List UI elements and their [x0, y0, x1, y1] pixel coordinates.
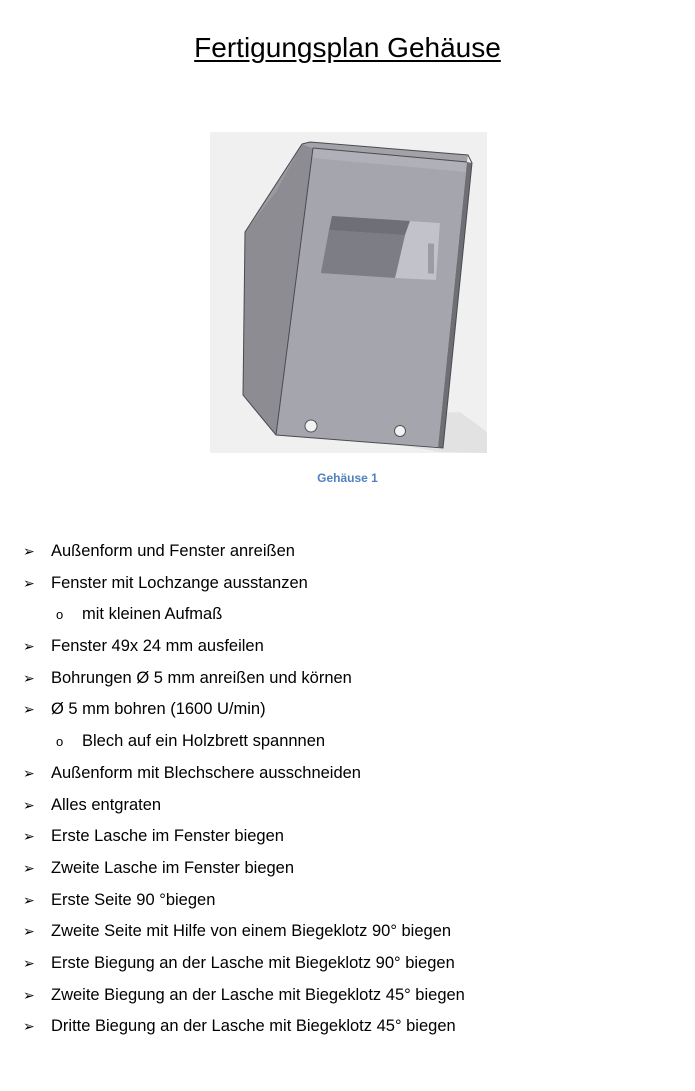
step-item: [0, 921, 695, 953]
step-text: Erste Seite 90 °biegen: [51, 890, 216, 909]
arrow-bullet-icon: ➢: [23, 859, 35, 876]
arrow-bullet-icon: ➢: [23, 574, 35, 591]
figure-caption: Gehäuse 1: [317, 471, 378, 485]
step-text: Erste Biegung an der Lasche mit Biegeklotz 90° biegen: [51, 953, 455, 972]
step-item: [0, 826, 695, 858]
step-item: [0, 1016, 695, 1048]
arrow-bullet-icon: ➢: [23, 891, 35, 908]
step-text: Fenster 49x 24 mm ausfeilen: [51, 637, 264, 656]
arrow-bullet-icon: ➢: [23, 543, 35, 559]
step-item: [0, 953, 695, 985]
arrow-bullet-icon: ➢: [23, 796, 35, 813]
step-item: [0, 795, 695, 827]
arrow-bullet-icon: ➢: [23, 1018, 35, 1035]
step-text: Zweite Biegung an der Lasche mit Biegeklotz 45° biegen: [51, 985, 465, 1004]
step-item: [0, 541, 695, 573]
arrow-bullet-icon: ➢: [23, 638, 35, 655]
step-text: Alles entgraten: [51, 795, 162, 814]
arrow-bullet-icon: ➢: [23, 954, 35, 971]
step-text: mit kleinen Aufmaß: [82, 605, 223, 624]
step-text: Fenster mit Lochzange ausstanzen: [51, 573, 308, 592]
step-item: [0, 763, 695, 795]
step-item: [0, 573, 695, 605]
arrow-bullet-icon: ➢: [23, 923, 35, 940]
step-text: Außenform mit Blechschere ausschneiden: [51, 763, 361, 782]
circle-bullet-icon: o: [56, 607, 64, 623]
step-item: [0, 858, 695, 890]
arrow-bullet-icon: ➢: [23, 828, 35, 845]
step-text: Zweite Lasche im Fenster biegen: [51, 858, 295, 877]
step-item: [0, 699, 695, 731]
step-item: [0, 636, 695, 668]
arrow-bullet-icon: ➢: [23, 701, 35, 718]
step-list: [0, 541, 695, 1048]
step-item: [0, 668, 695, 700]
sub-step-item: [0, 731, 695, 763]
step-text: Dritte Biegung an der Lasche mit Biegeklotz 45° biegen: [51, 1017, 456, 1036]
arrow-bullet-icon: ➢: [23, 986, 35, 1003]
page-title: Fertigungsplan Gehäuse: [194, 32, 501, 63]
step-item: [0, 985, 695, 1017]
step-text: Außenform und Fenster anreißen: [51, 542, 295, 560]
arrow-bullet-icon: ➢: [23, 669, 35, 686]
enclosure-3d-render-icon: [210, 132, 487, 453]
step-text: Bohrungen Ø 5 mm anreißen und körnen: [51, 668, 352, 687]
arrow-bullet-icon: ➢: [23, 764, 35, 781]
step-text: Erste Lasche im Fenster biegen: [51, 827, 284, 846]
sub-step-item: [0, 604, 695, 636]
step-text: Blech auf ein Holzbrett spannnen: [82, 732, 326, 751]
step-item: [0, 890, 695, 922]
step-text: Ø 5 mm bohren (1600 U/min): [51, 700, 266, 719]
enclosure-3d-image: [210, 132, 487, 453]
step-text: Zweite Seite mit Hilfe von einem Biegeklotz 90° biegen: [51, 922, 452, 941]
circle-bullet-icon: o: [56, 734, 64, 750]
